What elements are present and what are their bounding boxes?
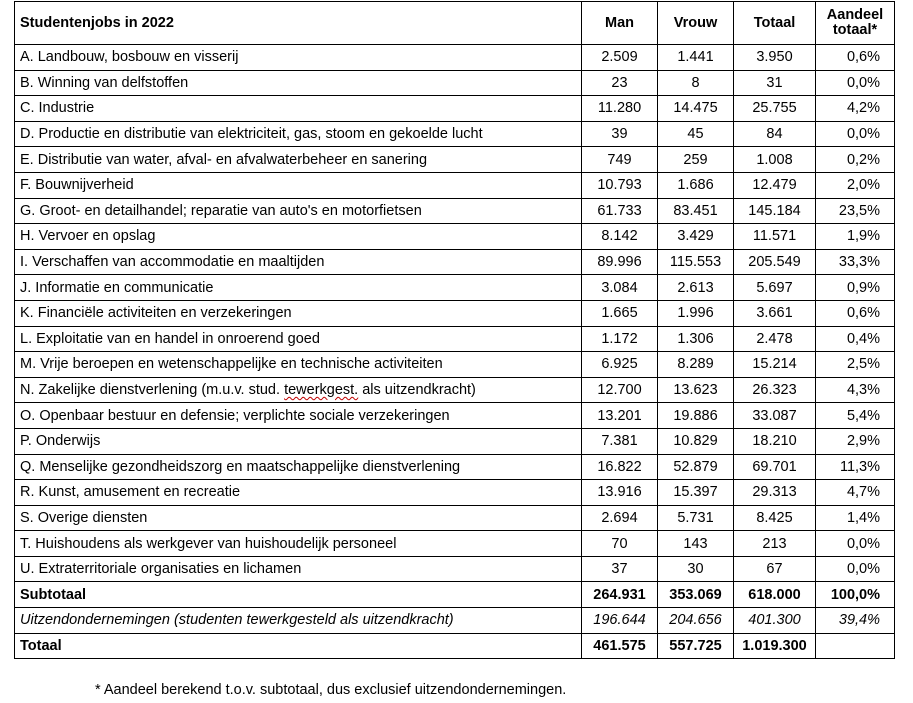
header-totaal: Totaal [734, 2, 816, 45]
table-row [15, 249, 895, 275]
cell-vrouw: 557.725 [658, 633, 734, 659]
cell-totaal: 3.950 [734, 45, 816, 71]
cell-vrouw: 8 [658, 70, 734, 96]
cell-totaal: 205.549 [734, 249, 816, 275]
row-label: G. Groot- en detailhandel; reparatie van auto's en motorfietsen [15, 198, 582, 224]
table-row [15, 275, 895, 301]
row-label: H. Vervoer en opslag [15, 224, 582, 250]
row-label [15, 377, 582, 403]
cell-man: 11.280 [582, 96, 658, 122]
header-sector: Studentenjobs in 2022 [15, 2, 582, 45]
row-label: C. Industrie [15, 96, 582, 122]
total-row [15, 633, 895, 659]
row-label: D. Productie en distributie van elektriciteit, gas, stoom en gekoelde lucht [15, 121, 582, 147]
row-label: S. Overige diensten [15, 505, 582, 531]
cell-totaal: 8.425 [734, 505, 816, 531]
cell-aandeel: 2,0% [816, 172, 895, 198]
cell-vrouw: 2.613 [658, 275, 734, 301]
table-row [15, 428, 895, 454]
row-label: R. Kunst, amusement en recreatie [15, 480, 582, 506]
cell-totaal: 12.479 [734, 172, 816, 198]
table-row [15, 224, 895, 250]
row-label-part: als uitzendkracht) [358, 382, 476, 399]
cell-vrouw: 353.069 [658, 582, 734, 608]
cell-aandeel: 4,2% [816, 96, 895, 122]
cell-man: 3.084 [582, 275, 658, 301]
row-label: P. Onderwijs [15, 428, 582, 454]
table-row [15, 454, 895, 480]
row-label: L. Exploitatie van en handel in onroerend goed [15, 326, 582, 352]
cell-man: 196.644 [582, 608, 658, 634]
cell-totaal: 2.478 [734, 326, 816, 352]
cell-aandeel: 2,9% [816, 428, 895, 454]
cell-aandeel: 33,3% [816, 249, 895, 275]
cell-vrouw: 143 [658, 531, 734, 557]
cell-totaal: 69.701 [734, 454, 816, 480]
cell-aandeel: 39,4% [816, 608, 895, 634]
cell-totaal: 213 [734, 531, 816, 557]
cell-man: 7.381 [582, 428, 658, 454]
cell-vrouw: 204.656 [658, 608, 734, 634]
cell-man: 61.733 [582, 198, 658, 224]
student-jobs-table [14, 1, 895, 659]
cell-man: 13.201 [582, 403, 658, 429]
row-label: E. Distributie van water, afval- en afvalwaterbeheer en sanering [15, 147, 582, 173]
cell-totaal: 3.661 [734, 300, 816, 326]
row-label: Uitzendondernemingen (studenten tewerkgesteld als uitzendkracht) [15, 608, 582, 634]
cell-vrouw: 1.306 [658, 326, 734, 352]
cell-vrouw: 13.623 [658, 377, 734, 403]
table-row [15, 531, 895, 557]
cell-man: 264.931 [582, 582, 658, 608]
cell-vrouw: 19.886 [658, 403, 734, 429]
table-body [15, 45, 895, 659]
cell-man: 6.925 [582, 352, 658, 378]
cell-aandeel: 5,4% [816, 403, 895, 429]
cell-aandeel: 4,7% [816, 480, 895, 506]
cell-totaal: 18.210 [734, 428, 816, 454]
cell-totaal: 1.008 [734, 147, 816, 173]
header-vrouw: Vrouw [658, 2, 734, 45]
table-row [15, 198, 895, 224]
cell-aandeel: 0,0% [816, 70, 895, 96]
cell-totaal: 1.019.300 [734, 633, 816, 659]
cell-man: 2.509 [582, 45, 658, 71]
cell-aandeel [816, 633, 895, 659]
cell-totaal: 15.214 [734, 352, 816, 378]
spellcheck-flagged-word: tewerkgest. [284, 382, 359, 399]
cell-man: 2.694 [582, 505, 658, 531]
cell-man: 23 [582, 70, 658, 96]
cell-vrouw: 1.441 [658, 45, 734, 71]
cell-man: 12.700 [582, 377, 658, 403]
cell-vrouw: 1.686 [658, 172, 734, 198]
header-man: Man [582, 2, 658, 45]
cell-vrouw: 14.475 [658, 96, 734, 122]
table-row [15, 121, 895, 147]
table-row [15, 352, 895, 378]
table-row [15, 300, 895, 326]
row-label: I. Verschaffen van accommodatie en maaltijden [15, 249, 582, 275]
subtotal-row [15, 582, 895, 608]
cell-vrouw: 10.829 [658, 428, 734, 454]
cell-vrouw: 83.451 [658, 198, 734, 224]
cell-man: 749 [582, 147, 658, 173]
table-row [15, 326, 895, 352]
cell-man: 70 [582, 531, 658, 557]
cell-man: 13.916 [582, 480, 658, 506]
header-aandeel: Aandeel totaal* [816, 2, 895, 45]
cell-man: 37 [582, 556, 658, 582]
cell-aandeel: 0,6% [816, 300, 895, 326]
row-label: B. Winning van delfstoffen [15, 70, 582, 96]
row-label: K. Financiële activiteiten en verzekeringen [15, 300, 582, 326]
row-label-part: N. Zakelijke dienstverlening (m.u.v. stud. [20, 382, 285, 399]
table-row [15, 377, 895, 403]
cell-aandeel: 0,0% [816, 531, 895, 557]
table-row [15, 96, 895, 122]
row-label: Subtotaal [15, 582, 582, 608]
row-label: T. Huishoudens als werkgever van huishoudelijk personeel [15, 531, 582, 557]
cell-man: 8.142 [582, 224, 658, 250]
cell-man: 10.793 [582, 172, 658, 198]
cell-vrouw: 3.429 [658, 224, 734, 250]
cell-vrouw: 115.553 [658, 249, 734, 275]
row-label: J. Informatie en communicatie [15, 275, 582, 301]
cell-totaal: 33.087 [734, 403, 816, 429]
cell-totaal: 5.697 [734, 275, 816, 301]
cell-aandeel: 1,4% [816, 505, 895, 531]
cell-man: 461.575 [582, 633, 658, 659]
cell-totaal: 31 [734, 70, 816, 96]
cell-vrouw: 5.731 [658, 505, 734, 531]
cell-totaal: 67 [734, 556, 816, 582]
row-label: F. Bouwnijverheid [15, 172, 582, 198]
cell-aandeel: 0,0% [816, 556, 895, 582]
cell-aandeel: 1,9% [816, 224, 895, 250]
row-label: Totaal [15, 633, 582, 659]
cell-man: 1.665 [582, 300, 658, 326]
cell-man: 1.172 [582, 326, 658, 352]
row-label: U. Extraterritoriale organisaties en lichamen [15, 556, 582, 582]
temp-agencies-row [15, 608, 895, 634]
table-row [15, 147, 895, 173]
cell-aandeel: 0,4% [816, 326, 895, 352]
table-row [15, 556, 895, 582]
cell-totaal: 145.184 [734, 198, 816, 224]
row-label: A. Landbouw, bosbouw en visserij [15, 45, 582, 71]
table-row [15, 403, 895, 429]
table-row [15, 70, 895, 96]
cell-aandeel: 0,0% [816, 121, 895, 147]
cell-totaal: 618.000 [734, 582, 816, 608]
cell-aandeel: 0,2% [816, 147, 895, 173]
cell-vrouw: 259 [658, 147, 734, 173]
cell-aandeel: 23,5% [816, 198, 895, 224]
cell-totaal: 26.323 [734, 377, 816, 403]
header-row [15, 2, 895, 45]
cell-man: 39 [582, 121, 658, 147]
row-label: M. Vrije beroepen en wetenschappelijke en technische activiteiten [15, 352, 582, 378]
cell-vrouw: 52.879 [658, 454, 734, 480]
cell-totaal: 29.313 [734, 480, 816, 506]
cell-totaal: 84 [734, 121, 816, 147]
cell-aandeel: 2,5% [816, 352, 895, 378]
cell-man: 89.996 [582, 249, 658, 275]
cell-aandeel: 0,9% [816, 275, 895, 301]
cell-totaal: 401.300 [734, 608, 816, 634]
cell-totaal: 11.571 [734, 224, 816, 250]
cell-aandeel: 0,6% [816, 45, 895, 71]
cell-vrouw: 8.289 [658, 352, 734, 378]
footnote: * Aandeel berekend t.o.v. subtotaal, dus exclusief uitzendondernemingen. [95, 682, 567, 698]
table-row [15, 45, 895, 71]
cell-man: 16.822 [582, 454, 658, 480]
cell-aandeel: 100,0% [816, 582, 895, 608]
cell-vrouw: 30 [658, 556, 734, 582]
table-row [15, 172, 895, 198]
cell-vrouw: 1.996 [658, 300, 734, 326]
row-label: O. Openbaar bestuur en defensie; verplichte sociale verzekeringen [15, 403, 582, 429]
table-row [15, 480, 895, 506]
cell-aandeel: 11,3% [816, 454, 895, 480]
cell-vrouw: 15.397 [658, 480, 734, 506]
cell-aandeel: 4,3% [816, 377, 895, 403]
row-label: Q. Menselijke gezondheidszorg en maatschappelijke dienstverlening [15, 454, 582, 480]
table-row [15, 505, 895, 531]
cell-totaal: 25.755 [734, 96, 816, 122]
cell-vrouw: 45 [658, 121, 734, 147]
